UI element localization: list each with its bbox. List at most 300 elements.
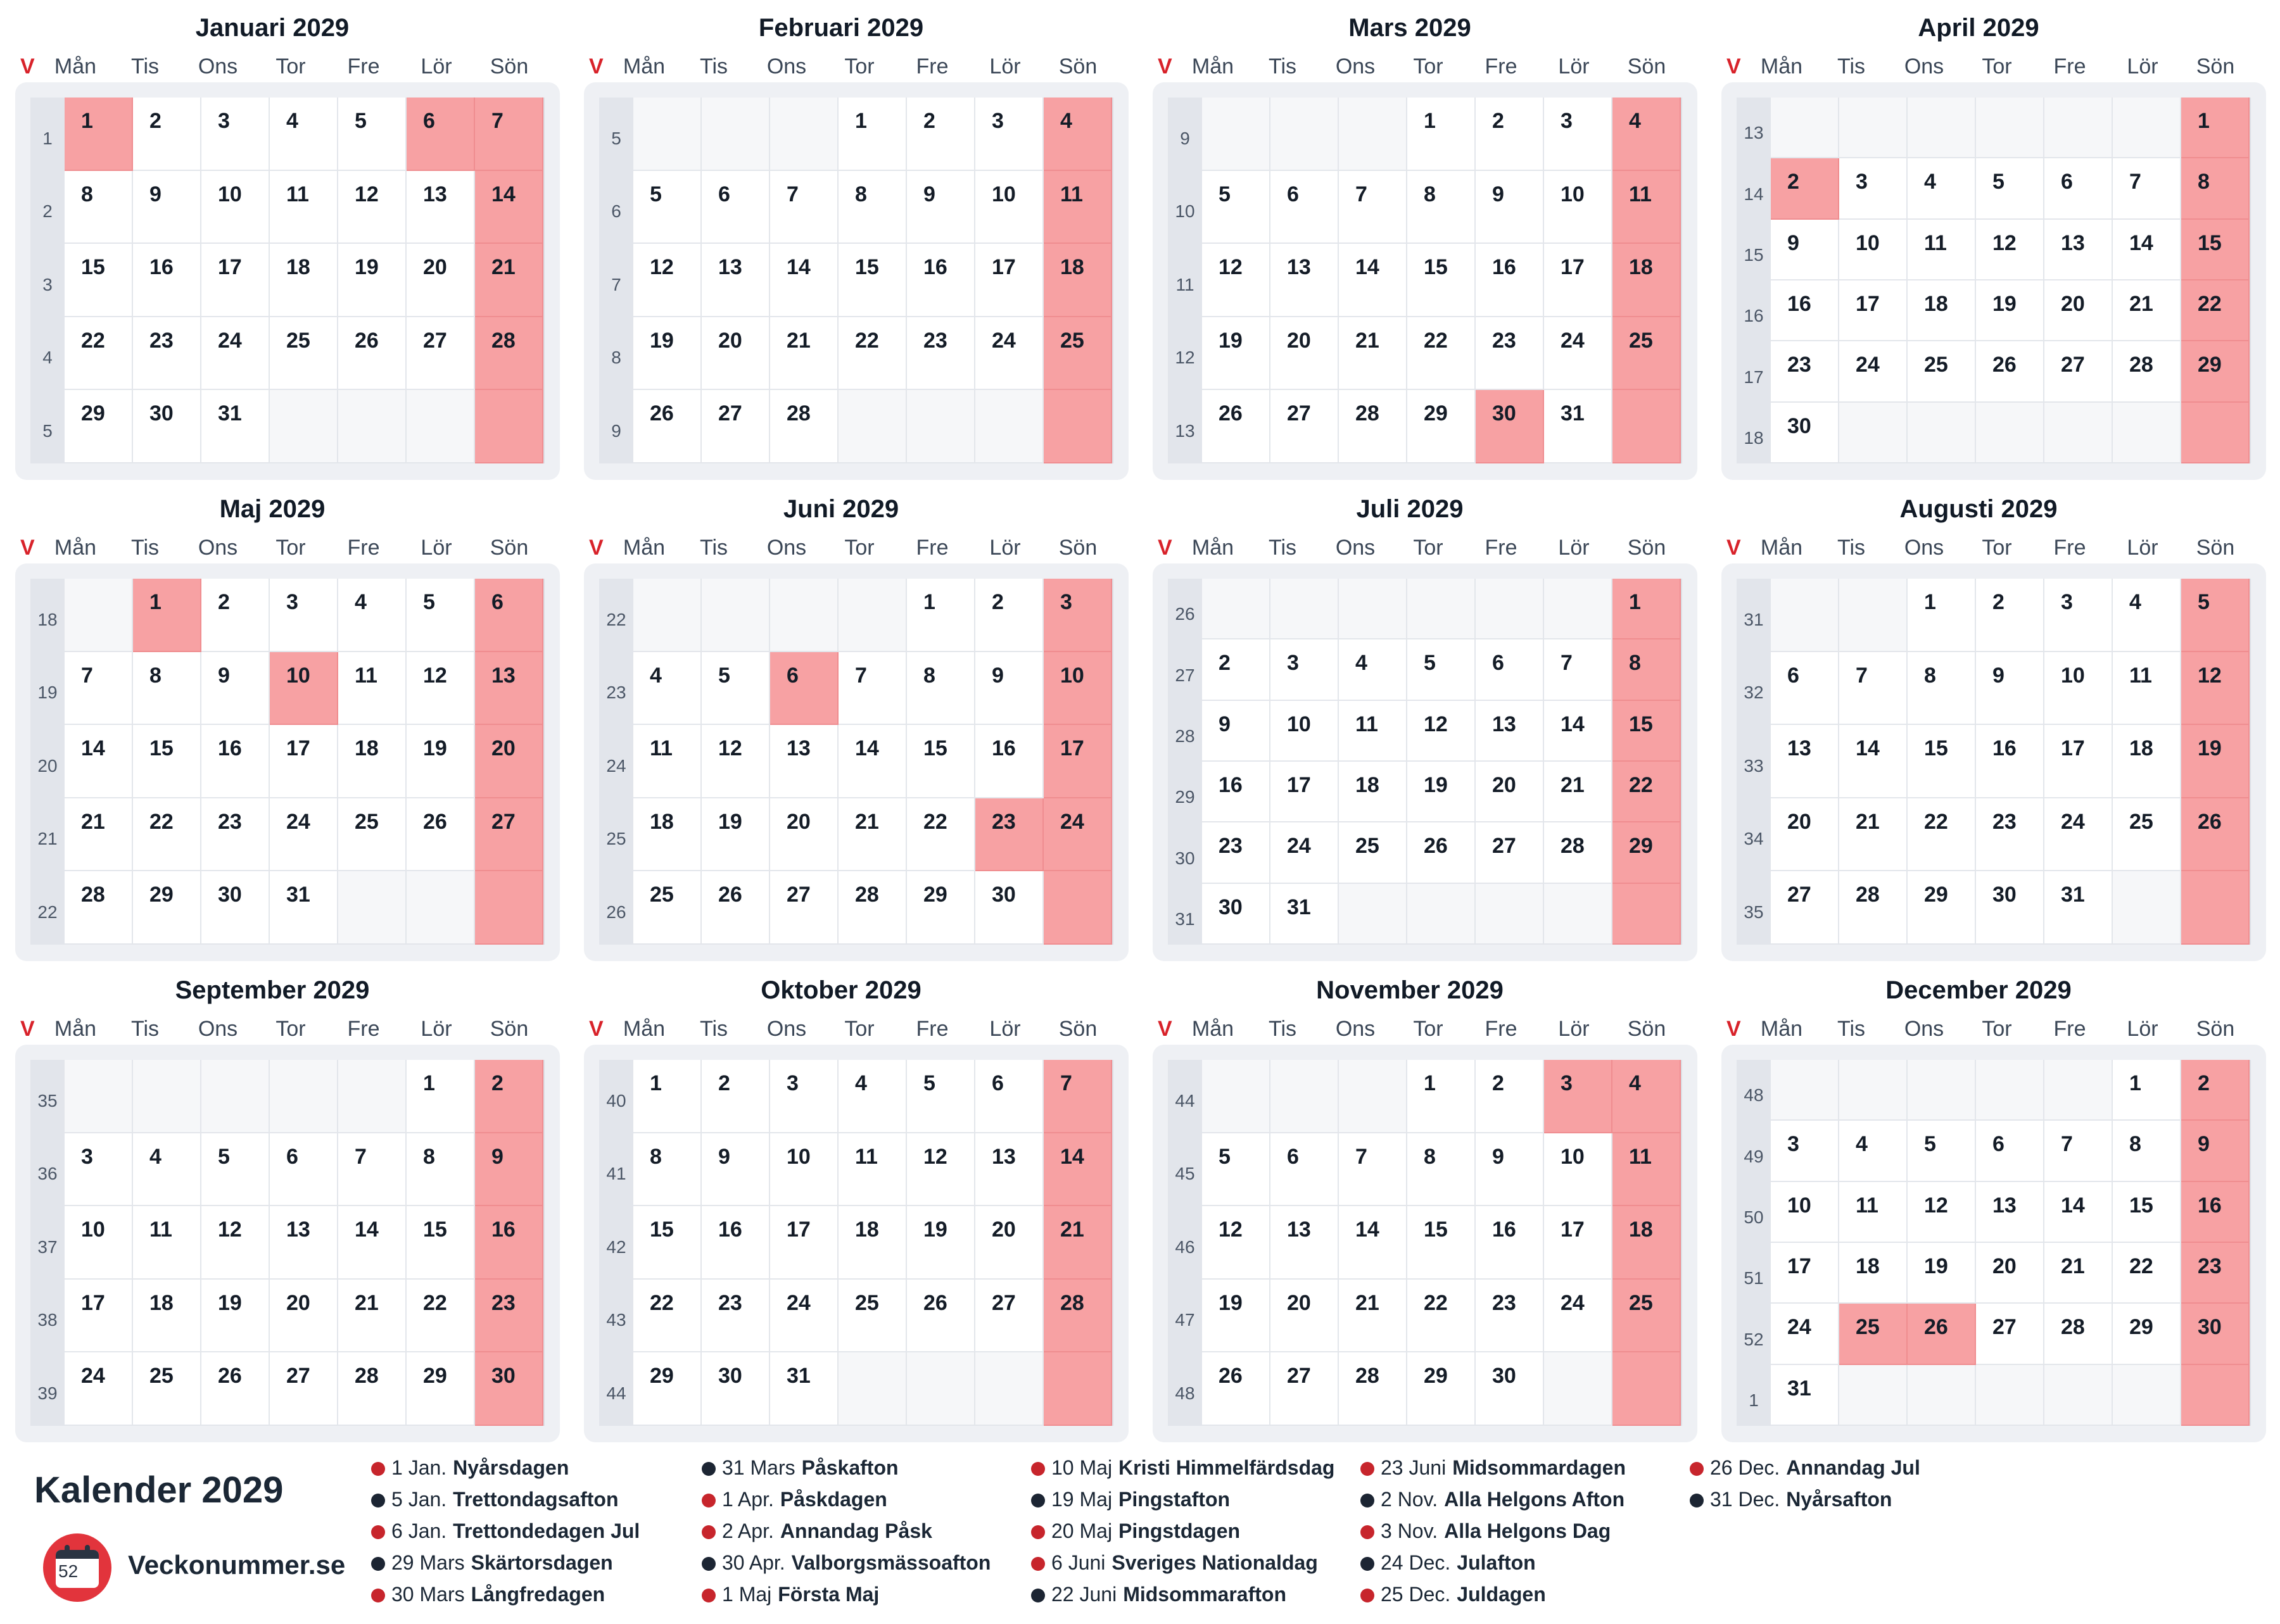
- day-cell: [1544, 1133, 1612, 1207]
- day-number: 2: [1787, 170, 1799, 194]
- day-cell: [338, 725, 407, 798]
- day-cell: [633, 1280, 702, 1353]
- weekday-label: Tis: [1268, 1017, 1297, 1041]
- empty-day-cell: [1612, 390, 1681, 463]
- day-cell: [475, 1206, 543, 1280]
- day-cell: [1044, 171, 1112, 244]
- day-number: 10: [218, 182, 242, 206]
- day-number: 7: [1355, 182, 1367, 206]
- day-cell: [1270, 762, 1339, 822]
- day-number: 17: [992, 255, 1016, 280]
- day-cell: [1476, 1133, 1544, 1207]
- day-cell: [1202, 701, 1270, 762]
- day-cell: [702, 171, 770, 244]
- day-number: 23: [1492, 328, 1516, 353]
- holiday-date: 2 Nov.: [1381, 1488, 1438, 1511]
- holiday-date: 30 Apr.: [722, 1551, 785, 1574]
- day-number: 20: [1492, 773, 1516, 797]
- day-cell: [770, 871, 839, 945]
- month-grid: [599, 1060, 1113, 1426]
- day-number: 18: [855, 1218, 879, 1242]
- day-number: 20: [1787, 809, 1811, 834]
- day-number: 4: [2129, 590, 2141, 614]
- day-cell: [1908, 158, 1976, 219]
- day-number: 8: [2129, 1132, 2141, 1157]
- day-number: 29: [149, 883, 174, 907]
- day-cell: [1908, 725, 1976, 798]
- day-cell: [702, 1280, 770, 1353]
- day-number: 28: [855, 883, 879, 907]
- day-number: 8: [81, 182, 93, 206]
- day-cell: [1407, 1206, 1476, 1280]
- day-number: 25: [149, 1364, 174, 1388]
- week-number: 27: [1175, 665, 1195, 685]
- day-number: 19: [1424, 773, 1448, 797]
- day-cell: [407, 1206, 475, 1280]
- day-number: 27: [1492, 834, 1516, 859]
- day-number: 20: [423, 255, 447, 280]
- day-cell: [1339, 171, 1407, 244]
- week-number: 6: [611, 201, 621, 222]
- week-number: 33: [1744, 755, 1764, 776]
- day-number: 21: [1856, 809, 1880, 834]
- day-cell: [270, 579, 338, 652]
- day-number: 4: [355, 590, 367, 614]
- day-cell: [770, 1352, 839, 1426]
- day-number: 13: [1787, 736, 1811, 761]
- holiday-dot-icon: [371, 1494, 385, 1508]
- day-cell: [338, 1352, 407, 1426]
- weekday-label: Mån: [1191, 54, 1234, 79]
- day-number: 3: [1787, 1132, 1799, 1157]
- weekday-label: Fre: [347, 1017, 380, 1041]
- holiday-item: [702, 1583, 879, 1615]
- day-cell: [475, 171, 543, 244]
- day-number: 23: [218, 809, 242, 834]
- holiday-name: Valborgsmässoafton: [791, 1551, 991, 1574]
- month-7: [1137, 481, 1682, 950]
- day-number: 14: [491, 182, 516, 206]
- day-cell: [633, 1206, 702, 1280]
- day-number: 18: [2129, 736, 2153, 761]
- day-number: 11: [1060, 182, 1083, 206]
- weekday-label: Tis: [699, 536, 728, 560]
- empty-day-cell: [1339, 1060, 1407, 1133]
- holiday-item: [1360, 1456, 1626, 1488]
- day-cell: [1544, 701, 1612, 762]
- weekday-label: Sön: [1627, 54, 1666, 79]
- month-grid-frame: [1721, 82, 2266, 480]
- day-number: 9: [1787, 230, 1799, 255]
- month-6: [569, 481, 1113, 950]
- week-number: 19: [37, 683, 58, 703]
- holiday-name: Julafton: [1457, 1551, 1536, 1574]
- day-number: 10: [1060, 663, 1084, 688]
- weekday-header: [0, 536, 545, 563]
- day-cell: [338, 244, 407, 317]
- day-cell: [133, 1280, 201, 1353]
- day-number: 24: [218, 328, 242, 353]
- day-cell: [907, 1133, 975, 1207]
- day-number: 18: [1060, 255, 1084, 280]
- week-number: 31: [1744, 609, 1764, 629]
- day-cell: [2044, 1182, 2113, 1243]
- holiday-item: [702, 1456, 899, 1488]
- empty-day-cell: [702, 579, 770, 652]
- day-number: 20: [718, 328, 742, 353]
- day-cell: [1908, 1243, 1976, 1304]
- day-cell: [770, 171, 839, 244]
- day-number: 24: [1561, 1290, 1585, 1315]
- week-number: 11: [1175, 274, 1194, 294]
- weekday-label: Fre: [1485, 1017, 1517, 1041]
- day-number: 26: [1219, 401, 1243, 426]
- day-number: 19: [1992, 292, 2017, 316]
- day-number: 27: [992, 1290, 1016, 1315]
- empty-day-cell: [770, 98, 839, 171]
- day-cell: [975, 1280, 1044, 1353]
- month-title: Juni 2029: [783, 495, 899, 523]
- day-cell: [1771, 1121, 1839, 1181]
- day-cell: [65, 244, 133, 317]
- day-cell: [133, 652, 201, 726]
- day-cell: [633, 1352, 702, 1426]
- day-cell: [133, 1133, 201, 1207]
- day-number: 30: [718, 1364, 742, 1388]
- day-cell: [201, 652, 270, 726]
- day-cell: [65, 725, 133, 798]
- day-cell: [2181, 220, 2250, 280]
- empty-day-cell: [1839, 1060, 1908, 1121]
- day-cell: [975, 244, 1044, 317]
- day-cell: [1839, 871, 1908, 945]
- day-number: 31: [1561, 401, 1585, 426]
- day-cell: [1544, 244, 1612, 317]
- day-cell: [2113, 158, 2181, 219]
- day-number: 5: [923, 1071, 935, 1095]
- day-cell: [475, 1280, 543, 1353]
- day-cell: [1612, 1133, 1681, 1207]
- day-cell: [975, 98, 1044, 171]
- day-number: 12: [650, 255, 674, 280]
- day-number: 17: [1561, 255, 1585, 280]
- day-cell: [475, 1352, 543, 1426]
- empty-day-cell: [1908, 1060, 1976, 1121]
- month-grid: [599, 579, 1113, 945]
- day-cell: [1908, 1182, 1976, 1243]
- day-number: 14: [855, 736, 879, 761]
- day-number: 30: [1992, 883, 2017, 907]
- day-number: 29: [2129, 1315, 2153, 1340]
- weekday-label: Lör: [421, 1017, 452, 1041]
- day-cell: [201, 390, 270, 463]
- day-number: 10: [286, 663, 310, 688]
- week-number: 3: [42, 274, 53, 294]
- holiday-dot-icon: [371, 1462, 385, 1476]
- day-cell: [1202, 884, 1270, 945]
- day-cell: [1270, 1133, 1339, 1207]
- day-number: 21: [2129, 292, 2153, 316]
- weekday-header: [1137, 536, 1682, 563]
- day-cell: [770, 652, 839, 726]
- day-cell: [1270, 1206, 1339, 1280]
- day-number: 4: [149, 1144, 162, 1169]
- day-number: 17: [1561, 1218, 1585, 1242]
- day-number: 19: [2198, 736, 2222, 761]
- day-number: 14: [1856, 736, 1880, 761]
- weekday-header: [1137, 1017, 1682, 1045]
- month-title: December 2029: [1885, 976, 2072, 1004]
- day-number: 18: [650, 809, 674, 834]
- day-cell: [407, 1352, 475, 1426]
- empty-day-cell: [1407, 579, 1476, 639]
- day-number: 22: [1629, 773, 1653, 797]
- day-number: 15: [1424, 255, 1448, 280]
- day-cell: [133, 98, 201, 171]
- day-cell: [270, 171, 338, 244]
- day-cell: [1339, 244, 1407, 317]
- day-cell: [633, 317, 702, 391]
- day-number: 8: [149, 663, 162, 688]
- day-cell: [1476, 390, 1544, 463]
- day-cell: [1976, 798, 2044, 872]
- day-number: 7: [1355, 1144, 1367, 1169]
- day-number: 1: [1629, 590, 1641, 614]
- month-grid-frame: [15, 82, 560, 480]
- week-column-label: V: [1726, 54, 1741, 79]
- day-cell: [2181, 1060, 2250, 1121]
- day-cell: [201, 98, 270, 171]
- weekday-label: Fre: [347, 54, 380, 79]
- day-cell: [633, 725, 702, 798]
- day-cell: [2113, 1304, 2181, 1364]
- weekday-label: Ons: [1904, 1017, 1944, 1041]
- week-number-column: [1737, 1060, 1771, 1426]
- week-number: 18: [37, 609, 58, 629]
- weekday-label: Tor: [844, 54, 875, 79]
- week-number: 18: [1744, 428, 1764, 448]
- day-cell: [2044, 871, 2113, 945]
- day-number: 18: [149, 1290, 174, 1315]
- day-cell: [475, 98, 543, 171]
- day-cell: [2113, 1121, 2181, 1181]
- empty-day-cell: [2044, 1060, 2113, 1121]
- day-number: 31: [2061, 883, 2085, 907]
- empty-day-cell: [270, 390, 338, 463]
- holiday-item: [1690, 1456, 1920, 1488]
- holiday-dot-icon: [702, 1589, 716, 1602]
- day-number: 19: [650, 328, 674, 353]
- weekday-label: Ons: [198, 54, 238, 79]
- day-number: 4: [1856, 1132, 1868, 1157]
- day-number: 31: [787, 1364, 811, 1388]
- week-number: 39: [37, 1383, 58, 1403]
- day-number: 19: [1924, 1254, 1948, 1278]
- day-number: 28: [1856, 883, 1880, 907]
- day-cell: [338, 171, 407, 244]
- day-cell: [407, 1133, 475, 1207]
- holiday-dot-icon: [1360, 1462, 1374, 1476]
- calendar-footer: [0, 1450, 2280, 1624]
- day-cell: [975, 1206, 1044, 1280]
- weekday-label: Sön: [2196, 1017, 2235, 1041]
- day-number: 1: [923, 590, 935, 614]
- day-number: 19: [718, 809, 742, 834]
- holiday-date: 2 Apr.: [722, 1520, 774, 1542]
- day-cell: [65, 1133, 133, 1207]
- day-cell: [2113, 1060, 2181, 1121]
- day-cell: [1044, 98, 1112, 171]
- day-number: 24: [1787, 1315, 1811, 1340]
- day-cell: [1908, 1121, 1976, 1181]
- day-cell: [2181, 579, 2250, 652]
- day-cell: [907, 171, 975, 244]
- week-number: 43: [606, 1310, 626, 1330]
- day-number: 26: [2198, 809, 2222, 834]
- week-number: 36: [37, 1164, 58, 1184]
- day-cell: [1908, 280, 1976, 341]
- day-cell: [1771, 280, 1839, 341]
- day-cell: [1339, 762, 1407, 822]
- month-title: Mars 2029: [1348, 14, 1471, 42]
- day-number: 1: [855, 109, 867, 133]
- weekday-label: Fre: [2053, 1017, 2086, 1041]
- holiday-item: [1031, 1551, 1318, 1583]
- week-number: 4: [42, 348, 53, 368]
- holiday-dot-icon: [1360, 1525, 1374, 1539]
- day-number: 28: [81, 883, 105, 907]
- weekday-header: [0, 54, 545, 82]
- day-cell: [907, 244, 975, 317]
- month-title: September 2029: [175, 976, 370, 1004]
- empty-day-cell: [270, 1060, 338, 1133]
- weekday-label: Lör: [2127, 536, 2158, 560]
- day-cell: [2181, 158, 2250, 219]
- day-cell: [907, 652, 975, 726]
- day-number: 21: [1355, 1290, 1379, 1315]
- weekday-label: Sön: [1058, 54, 1098, 79]
- day-number: 6: [787, 663, 799, 688]
- day-cell: [2181, 652, 2250, 726]
- day-cell: [1839, 1182, 1908, 1243]
- day-cell: [2044, 158, 2113, 219]
- day-cell: [1407, 762, 1476, 822]
- day-number: 6: [2061, 170, 2073, 194]
- day-number: 13: [1287, 255, 1311, 280]
- day-cell: [1476, 98, 1544, 171]
- empty-day-cell: [1771, 579, 1839, 652]
- weekday-label: Tor: [844, 536, 875, 560]
- day-number: 21: [81, 809, 105, 834]
- day-number: 19: [1219, 1290, 1243, 1315]
- day-cell: [338, 1133, 407, 1207]
- weekday-label: Ons: [198, 1017, 238, 1041]
- day-cell: [1839, 280, 1908, 341]
- empty-day-cell: [1612, 884, 1681, 945]
- day-number: 22: [1424, 1290, 1448, 1315]
- day-cell: [975, 798, 1044, 872]
- day-number: 23: [992, 809, 1016, 834]
- weekday-label: Fre: [2053, 536, 2086, 560]
- day-cell: [1044, 652, 1112, 726]
- month-4: [1706, 0, 2251, 469]
- day-cell: [201, 317, 270, 391]
- holiday-item: [371, 1551, 613, 1583]
- day-number: 2: [923, 109, 935, 133]
- day-number: 30: [1492, 401, 1516, 426]
- day-cell: [633, 1133, 702, 1207]
- week-number: 16: [1744, 306, 1764, 326]
- day-cell: [770, 798, 839, 872]
- day-number: 5: [1424, 651, 1436, 676]
- day-cell: [1407, 1133, 1476, 1207]
- day-cell: [1612, 317, 1681, 391]
- day-cell: [2044, 725, 2113, 798]
- day-cell: [2113, 798, 2181, 872]
- day-number: 17: [1060, 736, 1084, 761]
- weekday-label: Ons: [1904, 536, 1944, 560]
- holiday-name: Pingstafton: [1118, 1488, 1231, 1511]
- day-cell: [770, 1280, 839, 1353]
- day-cell: [1839, 341, 1908, 402]
- day-cell: [2113, 1243, 2181, 1304]
- weekday-header: [569, 54, 1113, 82]
- day-cell: [65, 171, 133, 244]
- day-number: 17: [218, 255, 242, 280]
- day-number: 5: [423, 590, 435, 614]
- holiday-name: Annandag Påsk: [780, 1520, 932, 1542]
- day-number: 9: [1992, 663, 2004, 688]
- weekday-label: Ons: [1335, 54, 1376, 79]
- day-number: 2: [718, 1071, 730, 1095]
- holiday-dot-icon: [1360, 1589, 1374, 1602]
- holiday-dot-icon: [371, 1557, 385, 1571]
- day-number: 10: [81, 1218, 105, 1242]
- day-number: 12: [2198, 663, 2222, 688]
- empty-day-cell: [1976, 98, 2044, 158]
- week-number: 9: [1180, 128, 1190, 148]
- week-column-label: V: [20, 536, 35, 560]
- holiday-name: Påskafton: [801, 1456, 899, 1479]
- logo-number: 52: [58, 1561, 79, 1581]
- day-number: 14: [2061, 1193, 2085, 1218]
- day-number: 12: [1219, 1218, 1243, 1242]
- holiday-date: 30 Mars: [391, 1583, 465, 1606]
- day-cell: [975, 579, 1044, 652]
- week-number: 12: [1175, 348, 1195, 368]
- day-cell: [975, 871, 1044, 945]
- day-cell: [1976, 652, 2044, 726]
- day-number: 26: [923, 1290, 947, 1315]
- day-cell: [907, 871, 975, 945]
- day-number: 15: [650, 1218, 674, 1242]
- day-number: 18: [1355, 773, 1379, 797]
- month-grid-frame: [1153, 563, 1697, 961]
- day-number: 22: [81, 328, 105, 353]
- holiday-name: Påskdagen: [780, 1488, 887, 1511]
- day-cell: [65, 98, 133, 171]
- week-number: 26: [606, 902, 626, 922]
- holiday-item: [1031, 1520, 1240, 1551]
- day-cell: [338, 1206, 407, 1280]
- week-column-label: V: [1726, 1017, 1741, 1041]
- day-cell: [1044, 579, 1112, 652]
- weekday-header: [569, 1017, 1113, 1045]
- week-number: 41: [606, 1164, 626, 1184]
- day-number: 11: [855, 1144, 878, 1169]
- empty-day-cell: [1270, 1060, 1339, 1133]
- week-number: 23: [606, 683, 626, 703]
